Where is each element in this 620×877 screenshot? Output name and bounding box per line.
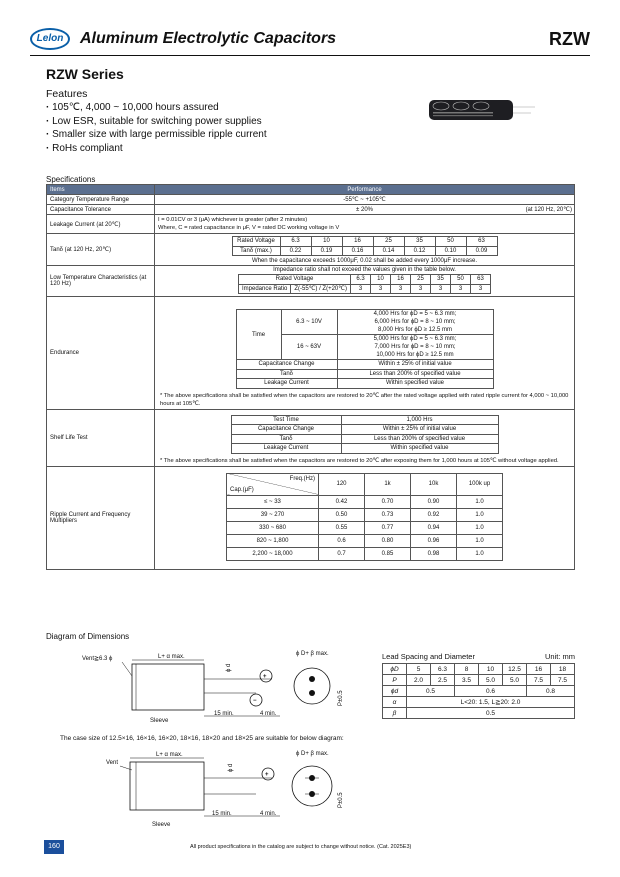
shelf-life-note: * The above specifications shall be satisfied when the capacitors are restored to 20℃ after exposing them for 1,000 hours at 105℃ without voltage applied. xyxy=(160,457,559,464)
hours-line: 6,000 Hrs for ϕD = 8 ~ 10 mm; xyxy=(374,319,456,325)
multiplier-cell: 1.0 xyxy=(457,508,503,521)
cap-range: 820 ~ 1,800 xyxy=(227,534,319,547)
spec-row-category-temp xyxy=(47,195,575,205)
length-label: L+ α max. xyxy=(156,752,183,758)
table-cell: 18 xyxy=(551,664,575,675)
row-label: Capacitance Change xyxy=(231,425,341,435)
voltage-cell: 63 xyxy=(466,237,497,247)
multiplier-cell: 0.77 xyxy=(365,521,411,534)
features-heading: Features xyxy=(46,88,88,100)
voltage-cell: 50 xyxy=(435,237,466,247)
voltage-cell: 63 xyxy=(471,275,491,285)
multiplier-cell: 0.85 xyxy=(365,547,411,560)
multiplier-cell: 1.0 xyxy=(457,547,503,560)
table-cell: 7.5 xyxy=(527,675,551,686)
spec-value: -55℃ ~ +105℃ xyxy=(155,195,575,205)
endurance-table xyxy=(236,309,494,389)
dimension-diagram-large xyxy=(100,748,350,830)
feature-item: · Smaller size with large permissible ripple current xyxy=(46,128,267,142)
row-label: Test Time xyxy=(231,415,341,425)
features-list xyxy=(46,101,267,155)
freq-header: 100k up xyxy=(457,473,503,495)
lead-diameter-label: ϕ d xyxy=(226,663,232,672)
table-cell: 2.0 xyxy=(407,675,431,686)
hours-line: 7,000 Hrs for ϕD = 8 ~ 10 mm; xyxy=(374,344,456,350)
ratio-cell: 3 xyxy=(471,284,491,294)
row-value: Within ± 25% of initial value xyxy=(341,425,498,435)
multiplier-cell: 0.80 xyxy=(365,534,411,547)
feature-item: · Low ESR, suitable for switching power supplies xyxy=(46,115,267,129)
hours-line: 8,000 Hrs for ϕD ≥ 12.5 mm xyxy=(377,327,452,333)
multiplier-cell: 0.94 xyxy=(411,521,457,534)
hours-line: 4,000 Hrs for ϕD = 5 ~ 6.3 mm; xyxy=(373,311,457,317)
voltage-cell: 16 xyxy=(342,237,373,247)
dimensions-heading: Diagram of Dimensions xyxy=(46,632,130,641)
multiplier-cell: 1.0 xyxy=(457,495,503,508)
voltage-range: 6.3 ~ 10V xyxy=(281,310,337,335)
multiplier-cell: 1.0 xyxy=(457,534,503,547)
spec-label: Category Temperature Range xyxy=(47,195,155,205)
cap-axis-label: Cap.(μF) xyxy=(230,486,254,493)
ratio-cell: 3 xyxy=(351,284,371,294)
row-key: β xyxy=(383,708,407,719)
spec-row-cap-tolerance xyxy=(47,205,575,215)
lead-table-unit: Unit: mm xyxy=(545,652,575,661)
voltage-cell: 10 xyxy=(311,237,342,247)
cap-range: 2,200 ~ 18,000 xyxy=(227,547,319,560)
multiplier-cell: 0.73 xyxy=(365,508,411,521)
leakage-where: Where, C = rated capacitance in μF, V = rated DC working voltage in V xyxy=(158,225,340,231)
spec-row-ripple xyxy=(47,466,575,569)
ratio-cell: 3 xyxy=(411,284,431,294)
voltage-cell: 25 xyxy=(411,275,431,285)
tan-cell: 0.10 xyxy=(435,246,466,256)
row-value: Within specified value xyxy=(337,379,493,389)
endurance-hours xyxy=(337,335,493,360)
table-cell: 0.6 xyxy=(455,686,527,697)
voltage-cell: 25 xyxy=(373,237,404,247)
voltage-cell: 35 xyxy=(431,275,451,285)
cap-range: 330 ~ 680 xyxy=(227,521,319,534)
tan-cell: 0.16 xyxy=(342,246,373,256)
multiplier-cell: 0.50 xyxy=(319,508,365,521)
table-cell: 16 xyxy=(527,664,551,675)
freq-header: 120 xyxy=(319,473,365,495)
tan-cell: 0.22 xyxy=(280,246,311,256)
row-label: Tanδ xyxy=(236,369,337,379)
table-cell: 10 xyxy=(479,664,503,675)
tolerance-condition: (at 120 Hz, 20℃) xyxy=(525,207,572,213)
multiplier-cell: 0.42 xyxy=(319,495,365,508)
spec-row-shelf-life xyxy=(47,409,575,466)
length-label: L+ α max. xyxy=(158,654,185,660)
leakage-formula: I = 0.01CV or 3 (μA) whichever is greater (after 2 minutes) xyxy=(158,217,308,223)
spec-value xyxy=(155,205,575,215)
table-cell: L<20: 1.5, L≧20: 2.0 xyxy=(407,697,575,708)
multiplier-cell: 0.92 xyxy=(411,508,457,521)
table-cell: 8 xyxy=(455,664,479,675)
multiplier-cell: 0.70 xyxy=(365,495,411,508)
specifications-table xyxy=(46,184,575,570)
series-code: RZW xyxy=(549,29,590,49)
footer-note: All product specifications in the catalog are subject to change without notice. (Cat. 2025E3) xyxy=(190,844,412,850)
brand-logo: Lelon xyxy=(30,28,70,50)
spec-label: Shelf Life Test xyxy=(47,409,155,466)
freq-header: 10k xyxy=(411,473,457,495)
tan-cell: 0.19 xyxy=(311,246,342,256)
min-length-label: 4 min. xyxy=(260,711,277,717)
spec-label: Capacitance Tolerance xyxy=(47,205,155,215)
shelf-life-table xyxy=(231,415,499,454)
spec-value xyxy=(155,234,575,266)
ratio-cell: 3 xyxy=(391,284,411,294)
multiplier-cell: 1.0 xyxy=(457,521,503,534)
row-value: 1,000 Hrs xyxy=(341,415,498,425)
freq-axis-label: Freq.(Hz) xyxy=(289,475,315,482)
table-cell: 0.5 xyxy=(407,686,455,697)
specifications-heading: Specifications xyxy=(46,175,96,184)
voltage-cell: 10 xyxy=(371,275,391,285)
spec-row-endurance xyxy=(47,297,575,410)
hours-line: 10,000 Hrs for ϕD ≥ 12.5 mm xyxy=(376,352,454,358)
spec-row-leakage xyxy=(47,215,575,234)
time-label: Time xyxy=(236,310,281,360)
voltage-cell: 35 xyxy=(404,237,435,247)
multiplier-cell: 0.7 xyxy=(319,547,365,560)
voltage-range: 16 ~ 63V xyxy=(281,335,337,360)
row-label: Leakage Current xyxy=(231,444,341,454)
body-diameter-label: ϕ D+ β max. xyxy=(296,651,329,657)
multiplier-cell: 0.6 xyxy=(319,534,365,547)
ripple-table xyxy=(226,473,503,561)
tan-cell: 0.14 xyxy=(373,246,404,256)
spec-row-tan-delta xyxy=(47,234,575,266)
spec-value xyxy=(155,409,575,466)
spec-label: Tanδ (at 120 Hz, 20℃) xyxy=(47,234,155,266)
vent-dimension-label: Vent≧6.3 ϕ xyxy=(82,656,113,662)
row-key: α xyxy=(383,697,407,708)
min-length-label: 4 min. xyxy=(260,811,277,817)
capacitor-photo xyxy=(425,96,535,126)
tan-delta-note: When the capacitance exceeds 1000μF, 0.02 shall be added every 1000μF increase. xyxy=(251,258,478,264)
lead-spacing-table xyxy=(382,663,575,719)
sleeve-label: Sleeve xyxy=(152,822,171,828)
spec-label: Low Temperature Characteristics (at 120 Hz) xyxy=(47,266,155,297)
row-value: Less than 200% of specified value xyxy=(341,434,498,444)
col-items: Items xyxy=(47,185,155,195)
tolerance-value: ± 20% xyxy=(356,206,373,213)
row-value: Within ± 25% of initial value xyxy=(337,360,493,370)
tan-cell: 0.09 xyxy=(466,246,497,256)
plus-sign: + xyxy=(263,674,267,680)
pitch-label: P±0.5 xyxy=(338,792,344,808)
voltage-cell: 6.3 xyxy=(280,237,311,247)
spec-value xyxy=(155,266,575,297)
end-view-outline xyxy=(292,766,332,806)
multiplier-cell: 0.96 xyxy=(411,534,457,547)
row-value: Less than 200% of specified value xyxy=(337,369,493,379)
document-title: Aluminum Electrolytic Capacitors xyxy=(80,30,337,47)
lead-table-heading xyxy=(382,652,575,661)
table-cell: 7.5 xyxy=(551,675,575,686)
row-key: P xyxy=(383,675,407,686)
plus-sign: + xyxy=(265,772,269,778)
table-cell: 3.5 xyxy=(455,675,479,686)
end-view-outline xyxy=(294,668,330,704)
hours-line: 5,000 Hrs for ϕD = 5 ~ 6.3 mm; xyxy=(373,336,457,342)
table-cell: 0.5 xyxy=(407,708,575,719)
ratio-cell: 3 xyxy=(371,284,391,294)
dimension-diagram-small xyxy=(80,646,350,726)
case-size-note: The case size of 12.5×16, 16×16, 16×20, 18×16, 18×20 and 18×25 are suitable for below diagram: xyxy=(60,735,344,742)
tan-cell: 0.12 xyxy=(404,246,435,256)
tan-delta-table xyxy=(232,236,498,256)
row-label: Rated Voltage xyxy=(232,237,280,247)
row-label: Rated Voltage xyxy=(238,275,350,285)
table-cell: 6.3 xyxy=(431,664,455,675)
lead-length-label: 15 min. xyxy=(212,811,232,817)
table-cell: 2.5 xyxy=(431,675,455,686)
low-temp-table xyxy=(238,274,491,294)
minus-sign: − xyxy=(253,698,257,704)
spec-row-low-temp xyxy=(47,266,575,297)
body-diameter-label: ϕ D+ β max. xyxy=(296,751,329,757)
multiplier-cell: 0.55 xyxy=(319,521,365,534)
feature-item: · 105℃, 4,000 ~ 10,000 hours assured xyxy=(46,101,267,115)
spec-label: Endurance xyxy=(47,297,155,410)
ratio-cell: 3 xyxy=(431,284,451,294)
table-cell: 0.8 xyxy=(527,686,575,697)
row-label: Leakage Current xyxy=(236,379,337,389)
spec-label: Ripple Current and Frequency Multipliers xyxy=(47,466,155,569)
voltage-cell: 50 xyxy=(451,275,471,285)
spec-value xyxy=(155,297,575,410)
endurance-note: * The above specifications shall be satisfied when the capacitors are restored to 20℃ after the rated voltage applied with rated ripple current for 4,000 ~ 10,000 hours at 105℃. xyxy=(160,392,569,407)
spec-value xyxy=(155,466,575,569)
lead-table-title: Lead Spacing and Diameter xyxy=(382,652,475,661)
row-value: Within specified value xyxy=(341,444,498,454)
row-label: Tanδ (max.) xyxy=(232,246,280,256)
table-cell: 5.0 xyxy=(479,675,503,686)
low-temp-intro: Impedance ratio shall not exceed the values given in the table below. xyxy=(273,267,456,273)
multiplier-cell: 0.90 xyxy=(411,495,457,508)
spec-label: Leakage Current (at 20℃) xyxy=(47,215,155,234)
pitch-label: P±0.5 xyxy=(338,690,344,706)
ratio-cell: 3 xyxy=(451,284,471,294)
spec-value xyxy=(155,215,575,234)
lead-length-label: 15 min. xyxy=(214,711,234,717)
feature-item: · RoHs compliant xyxy=(46,142,267,156)
lead-diameter-label: ϕ d xyxy=(228,763,234,772)
row-key: ϕD xyxy=(383,664,407,675)
vent-label: Vent xyxy=(106,760,119,766)
sleeve-label: Sleeve xyxy=(150,718,169,724)
multiplier-cell: 0.98 xyxy=(411,547,457,560)
page-number: 160 xyxy=(44,840,64,854)
cap-range: ≤ ~ 33 xyxy=(227,495,319,508)
ripple-corner xyxy=(227,473,319,495)
voltage-cell: 16 xyxy=(391,275,411,285)
row-label: Impedance Ratio xyxy=(238,284,290,294)
row-label: Capacitance Change xyxy=(236,360,337,370)
table-cell: 12.5 xyxy=(503,664,527,675)
page-header xyxy=(30,26,590,56)
endurance-hours xyxy=(337,310,493,335)
spec-header-row xyxy=(47,185,575,195)
series-title: RZW Series xyxy=(46,66,124,82)
voltage-cell: 6.3 xyxy=(351,275,371,285)
table-cell: 5 xyxy=(407,664,431,675)
ratio-expression: Z(-55℃) / Z(+20℃) xyxy=(291,284,351,294)
table-cell: 5.0 xyxy=(503,675,527,686)
cap-range: 39 ~ 270 xyxy=(227,508,319,521)
row-label: Tanδ xyxy=(231,434,341,444)
row-key: ϕd xyxy=(383,686,407,697)
col-performance: Performance xyxy=(155,185,575,195)
freq-header: 1k xyxy=(365,473,411,495)
